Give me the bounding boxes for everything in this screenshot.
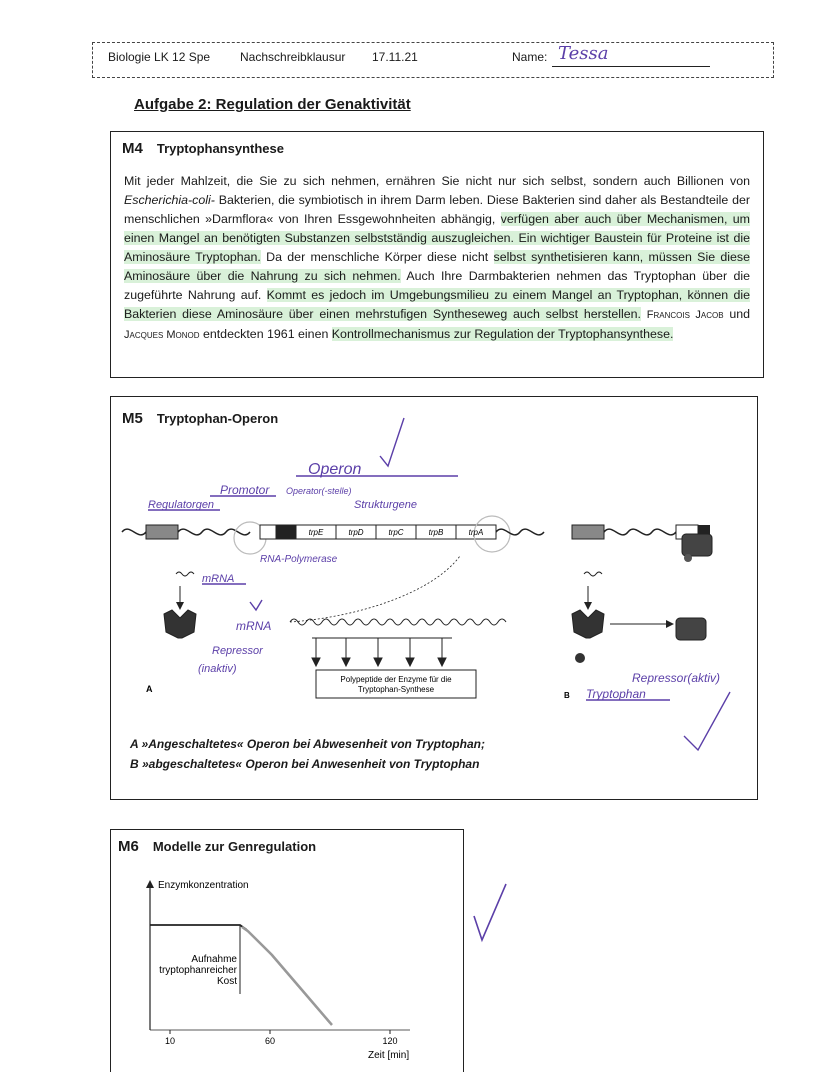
m4-title: Tryptophansynthese <box>156 141 284 156</box>
enzyme-arrows <box>312 638 446 666</box>
m4-name-jacob: Francois Jacob <box>646 309 724 321</box>
m5-id: M5 <box>122 410 143 427</box>
chart-x-tick-label-1: 60 <box>264 1036 276 1046</box>
annot-promotor: Promotor <box>220 483 270 497</box>
enzyme-box-line2: Tryptophan-Synthese <box>357 685 435 694</box>
mrna-wave <box>290 619 506 625</box>
m4-highlight-2: selbst synthetisieren kann, müssen Sie diese Aminosäure über die Nahrung zu sich nehmen. <box>124 250 750 283</box>
repressor-bound-dna <box>682 534 712 556</box>
dna-strand-b <box>572 525 712 562</box>
m4-highlight-4: Kontrollmechanismus zur Regulation der Tryptophansynthese. <box>331 327 674 341</box>
chart-series-shadow-0 <box>242 927 332 1025</box>
date-label: 17.11.21 <box>372 50 418 64</box>
annot-operon: Operon <box>308 461 362 478</box>
repressor-inactive-shape <box>164 610 196 638</box>
annot-repressor-aktiv: Repressor(aktiv) <box>632 671 721 685</box>
name-line <box>552 66 710 67</box>
panel-a-label: A <box>146 684 153 694</box>
panel-b-label: B <box>564 691 570 700</box>
m5-caption-b: B »abgeschaltetes« Operon bei Anwesenheit von Tryptophan <box>130 757 480 771</box>
gene-trpd: trpD <box>348 528 364 537</box>
annot-inaktiv: (inaktiv) <box>198 663 237 675</box>
m4-paragraph <box>124 172 750 345</box>
pen-mark-small <box>250 600 262 610</box>
checkmark-m5-top <box>380 418 404 466</box>
m5-title: Tryptophan-Operon <box>156 411 279 426</box>
name-label: Name: <box>512 50 548 64</box>
chart-x-tick-label-2: 120 <box>382 1036 398 1046</box>
gene-trpb: trpB <box>428 528 444 537</box>
m6-chart <box>110 870 462 1071</box>
gene-trpe: trpE <box>308 528 324 537</box>
checkmark-m5-bottom <box>684 692 730 750</box>
m4-highlight-1: verfügen aber auch über Mechanismen, um einen Mangel an benötigten Substanzen selbstständig auszugleichen. Ein wichtiger Baustein für Proteine ist die Aminosäure Tryptophan. <box>124 212 751 264</box>
chart-annotation-text-3: Kost <box>216 976 237 987</box>
exam-label: Nachschreibklausur <box>240 50 346 64</box>
m4-text-1: Mit jeder Mahlzeit, die Sie zu sich nehmen, ernähren Sie nicht nur sich selbst, sondern auch Billionen von <box>124 174 750 188</box>
task-title: Aufgabe 2: Regulation der Genaktivität <box>134 96 411 113</box>
m6-title: Modelle zur Genregulation <box>152 839 317 854</box>
chart-annotation-text-1: Aufnahme <box>191 954 237 965</box>
checkmark-m6 <box>470 880 510 950</box>
m4-heading <box>122 140 284 157</box>
m5-caption <box>130 734 485 774</box>
chart-x-tick-label-0: 10 <box>164 1036 176 1046</box>
m4-text-13: entdeckten 1961 einen <box>199 327 332 341</box>
annot-repressor: Repressor <box>212 645 263 657</box>
course-label: Biologie LK 12 Spe <box>108 50 211 64</box>
m4-id: M4 <box>122 140 143 157</box>
repressor-active-shape <box>676 618 706 640</box>
gene-trpa: trpA <box>468 528 484 537</box>
chart-xlabel: Zeit [min] <box>368 1050 410 1061</box>
annot-operator: Operator(-stelle) <box>286 486 352 496</box>
m4-highlight-3: Kommt es jedoch im Umgebungsmilieu zu einem Mangel an Tryptophan, können die Bakterien diese Aminosäure über einen mehrstufigen Syntheseweg auch selbst herstellen. <box>124 288 750 321</box>
m4-text-5: Da der menschliche Körper diese nicht <box>260 250 494 264</box>
mrna-path <box>290 556 460 622</box>
regulator-mrna-a <box>176 572 194 576</box>
m6-id: M6 <box>118 838 139 855</box>
gene-trpc: trpC <box>388 528 404 537</box>
tryptophan-molecule <box>575 653 585 663</box>
m4-text-11: und <box>723 307 751 321</box>
m4-name-monod: Jacques Monod <box>124 329 200 341</box>
m6-heading <box>118 838 316 855</box>
chart-annotation-text-2: tryptophanreicher <box>159 965 237 976</box>
annot-mrna-2: mRNA <box>236 619 272 633</box>
chart-y-arrow <box>146 880 154 888</box>
enzyme-box-line1: Polypeptide der Enzyme für die <box>340 675 452 684</box>
name-value: Tessa <box>558 43 609 64</box>
chart-ylabel: Enzymkonzentration <box>158 880 249 891</box>
annot-tryptophan: Tryptophan <box>586 687 646 701</box>
annot-regulatorgen: Regulatorgen <box>148 499 215 511</box>
regulator-mrna-b <box>584 572 602 576</box>
annot-strukturgene: Strukturgene <box>354 499 417 511</box>
repressor-b-inactive <box>572 610 604 638</box>
annot-mrna-1: mRNA <box>202 573 235 585</box>
m4-text-7: Auch Ihre Darmbakterien nehmen das Tryptophan über die zugeführte Nahrung auf. <box>124 269 750 302</box>
m5-caption-a: A »Angeschaltetes« Operon bei Abwesenheit von Tryptophan; <box>130 737 485 751</box>
m4-text-ecoli: Escherichia-coli- <box>124 193 215 207</box>
annot-rna-polymerase: RNA-Polymerase <box>260 554 338 565</box>
m4-text-3: Bakterien, die symbiotisch in ihrem Darm leben. Diese Bakterien sind daher als Bestandteile der menschlichen »Darmflora« von Ihren Essgewohnheiten abhängig, <box>124 193 750 226</box>
